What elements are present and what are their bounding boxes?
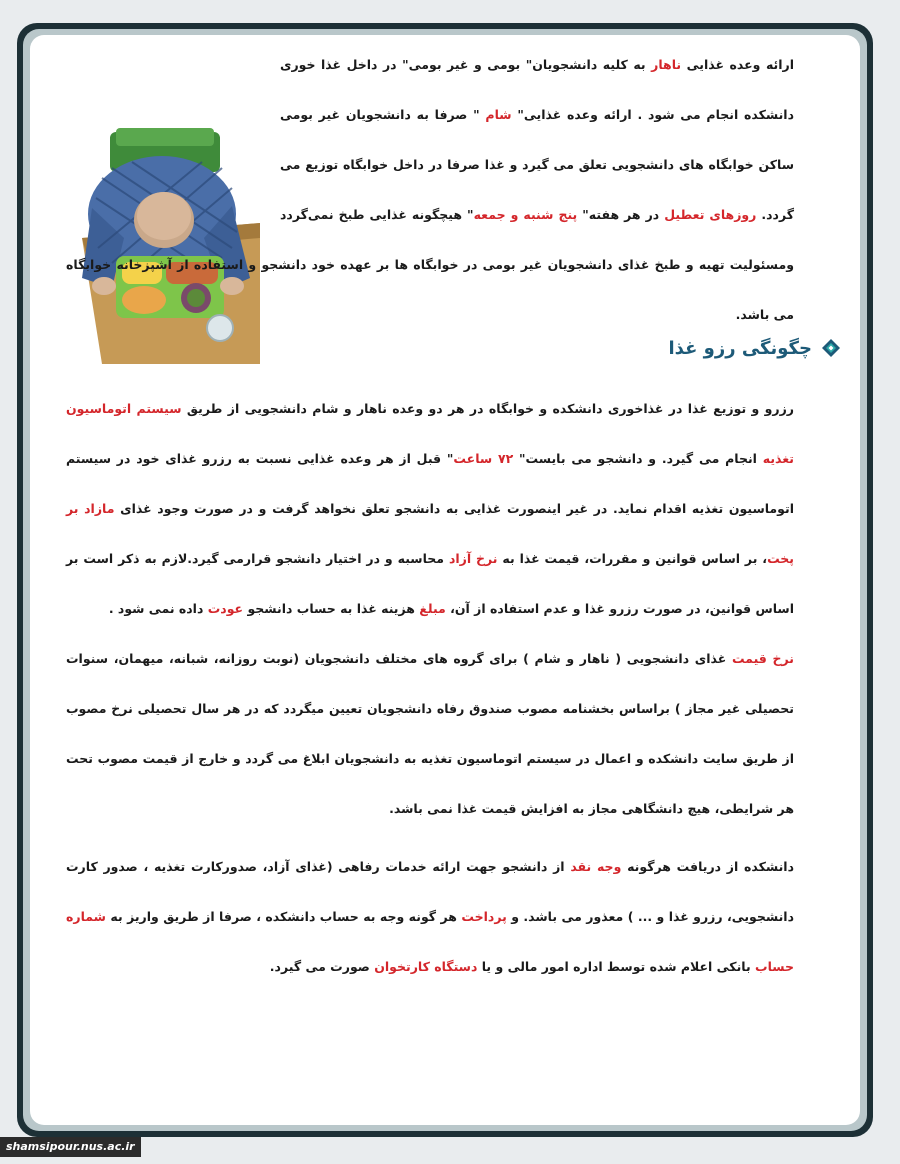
highlight-amount: مبلغ	[419, 601, 446, 616]
highlight-thursday-friday: پنج شنبه و جمعه	[473, 207, 578, 222]
highlight-card-reader: دستگاه کارتخوان	[374, 959, 478, 974]
highlight-dinner: شام	[485, 107, 512, 122]
text-run: صورت می گیرد.	[269, 959, 375, 974]
text-run: " صرفا به دانشجویان غیر بومی ساکن خوابگاه های دانشجویی تعلق می گیرد و غذا صرفا در داخل خوابگاه توزیع می گردد.	[280, 107, 795, 222]
highlight-automation-system: سیستم اتوماسیون تغذیه	[66, 401, 794, 466]
pricing-paragraph	[66, 634, 794, 834]
highlight-account-number: شماره حساب	[66, 909, 794, 974]
text-run: از دانشجو جهت ارائه خدمات رفاهی (غذای آزاد، صدورکارت تغذیه ، صدور کارت دانشجویی، رزرو غذا و ... ) معذور می باشد. و	[66, 859, 795, 924]
text-run: غذای دانشجویی ( ناهار و شام ) برای گروه های مختلف دانشجویان (نوبت روزانه، شبانه، میهمان، سنوات تحصیلی غیر مجاز ) براساس بخشنامه مصوب صندوق رفاه دانشجویان تعیین میگردد که در هر سال تحصیلی نرخ مصوب از طریق سایت دانشکده و اعمال در سیستم اتوماسیون تغذیه به دانشجویان ابلاغ می گردد و خارج از قیمت مصوب تحت هر شرایطی، هیچ دانشگاهی مجاز به افزایش قیمت غذا نمی باشد.	[66, 651, 794, 816]
section-heading-title: چگونگی رزو غذا	[668, 337, 812, 359]
reservation-paragraph	[66, 384, 794, 634]
section-heading	[650, 327, 840, 369]
text-run: بانکی اعلام شده توسط اداره امور مالی و یا	[477, 959, 756, 974]
text-run: " هیچگونه غذایی طبخ نمی‌گردد ومسئولیت تهیه و طبخ غذای دانشجویان غیر بومی در خوابگاه ها بر عهده خود دانشجو و استفاده از آشپزخانه خوابگاه می باشد.	[66, 207, 794, 322]
diamond-bullet-icon	[822, 339, 840, 357]
highlight-price-rate: نرخ قیمت	[731, 651, 794, 666]
site-watermark: shamsipour.nus.ac.ir	[0, 1137, 141, 1157]
text-run: داده نمی شود .	[108, 601, 208, 616]
text-run: ارائه وعده غذایی	[681, 57, 795, 72]
highlight-payment: پرداخت	[461, 909, 507, 924]
payment-paragraph	[66, 842, 794, 992]
highlight-surplus: مازاد بر پخت	[66, 501, 794, 566]
highlight-cash: وجه نقد	[570, 859, 622, 874]
text-run: هزینه غذا به حساب دانشجو	[243, 601, 420, 616]
highlight-refund: عودت	[207, 601, 244, 616]
text-run: به کلیه دانشجویان" بومی و غیر بومی" در داخل غذا خوری دانشکده انجام می شود . ارائه وعده غذایی"	[280, 57, 794, 122]
text-run: ، بر اساس قوانین و مقررات، قیمت غذا به	[497, 551, 768, 566]
highlight-72-hours: ۷۲ ساعت	[453, 451, 514, 466]
text-run: در هر هفته"	[577, 207, 665, 222]
text-run: دانشکده از دریافت هرگونه	[621, 859, 795, 874]
text-run: رزرو و توزیع غذا در غذاخوری دانشکده و خوابگاه در هر دو وعده ناهار و شام دانشجویی از طریق	[181, 401, 794, 416]
text-run: هر گونه وجه به حساب دانشکده ، صرفا از طریق واریز به	[105, 909, 462, 924]
document-body	[66, 40, 794, 992]
highlight-free-rate: نرخ آزاد	[448, 551, 498, 566]
highlight-lunch: ناهار	[651, 57, 682, 72]
text-run: " قبل از هر وعده غذایی نسبت به رزرو غذای خود در سیستم اتوماسیون تغذیه اقدام نماید. در غیر اینصورت غذایی به دانشجو تعلق نخواهد گرفت و در صورت وجود غذای	[66, 451, 794, 516]
highlight-holidays: روزهای تعطیل	[664, 207, 757, 222]
text-run: محاسبه و در اختیار دانشجو قرارمی گیرد.لازم به ذکر است بر اساس قوانین، در صورت رزرو غذا و عدم استفاده از آن،	[66, 551, 794, 616]
image-text-wrap-spacer	[66, 40, 280, 240]
text-run: انجام می گیرد. و دانشجو می بایست"	[513, 451, 763, 466]
